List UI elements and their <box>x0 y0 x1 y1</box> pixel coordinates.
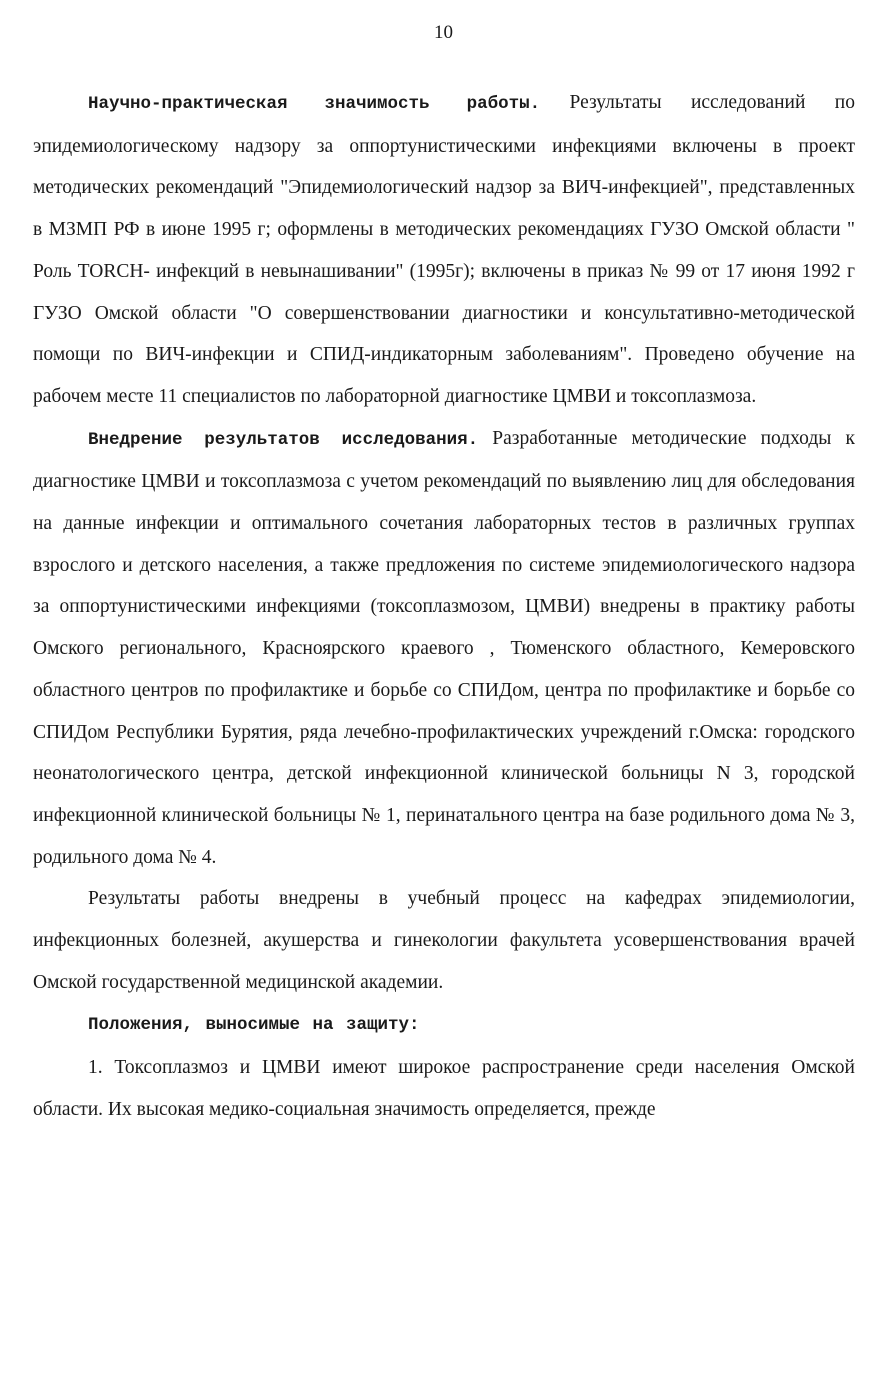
theses-heading-line <box>33 1003 855 1047</box>
implementation-paragraph-2: Результаты работы внедрены в учебный процесс на кафедрах эпидемиологии, инфекционных болезней, акушерства и гинекологии факультета усовершенствования врачей Омской государственной медицинской академии. <box>33 888 855 993</box>
significance-heading: Научно-практическая значимость работы. <box>88 94 541 114</box>
implementation-paragraph <box>33 418 855 879</box>
significance-paragraph <box>33 82 855 418</box>
implementation-text: Разработанные методические подходы к диагностике ЦМВИ и токсоплазмоза с учетом рекомендаций по выявлению лиц для обследования на данные инфекции и оптимального сочетания лабораторных тестов в различных группах взрослого и детского населения, а также предложения по системе эпидемиологического надзора за оппортунистическими инфекциями (токсоплазмозом, ЦМВИ) внедрены в практику работы Омского регионального, Красноярского краевого , Тюменского областного, Кемеровского областного центров по профилактике и борьбе со СПИДом, центра по профилактике и борьбе со СПИДом Республики Бурятия, ряда лечебно-профилактических учреждений г.Омска: городского неонатологического центра, детской инфекционной клинической больницы N 3, городской инфекционной клинической больницы № 1, перинатального центра на базе родильного дома № 3, родильного дома № 4. <box>33 427 856 868</box>
significance-text: Результаты исследований по эпидемиологическому надзору за оппортунистическими инфекциями включены в проект методических рекомендаций "Эпидемиологический надзор за ВИЧ-инфекцией", представленных в МЗМП РФ в июне 1995 г; оформлены в методических рекомендациях ГУЗО Омской области " Роль TORCH- инфекций в невынашивании" (1995г); включены в приказ № 99 от 17 июня 1992 г ГУЗО Омской области "О совершенствовании диагностики и консультативно-методической помощи по ВИЧ-инфекции и СПИД-индикаторным заболеваниям". Проведено обучение на рабочем месте 11 специалистов по лабораторной диагностике ЦМВИ и токсоплазмоза. <box>33 92 855 407</box>
page-number: 10 <box>434 22 453 43</box>
implementation-heading: Внедрение результатов исследования. <box>88 429 479 450</box>
theses-item-1: 1. Токсоплазмоз и ЦМВИ имеют широкое распространение среди населения Омской области. Их высокая медико-социальная значимость определяется, прежде <box>33 1057 855 1120</box>
document-body <box>33 82 855 1131</box>
theses-heading: Положения, выносимые на защиту: <box>88 1015 420 1036</box>
